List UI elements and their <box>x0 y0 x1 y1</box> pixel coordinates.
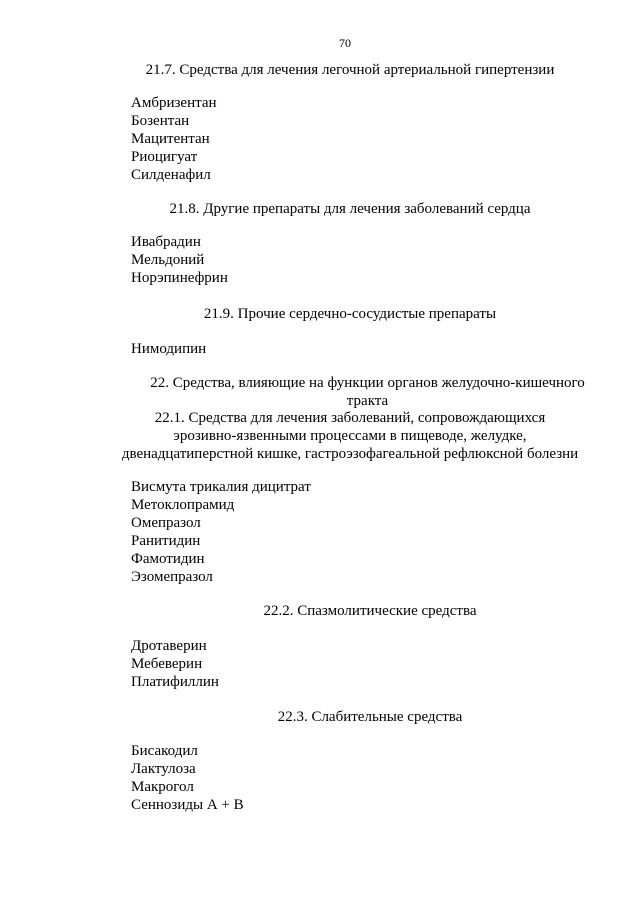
list-item: Эзомепразол <box>131 569 213 585</box>
list-item: Ивабрадин <box>131 234 201 250</box>
list-item: Амбризентан <box>131 95 217 111</box>
section-heading-21-9: 21.9. Прочие сердечно-сосудистые препараты <box>203 306 497 322</box>
drug-list-22-3 <box>131 742 244 814</box>
section-heading-22-3: 22.3. Слабительные средства <box>277 709 463 725</box>
list-item: Сеннозиды А + В <box>131 797 244 813</box>
list-item: Ранитидин <box>131 533 201 549</box>
section-heading-22 <box>0 374 640 410</box>
drug-list-21-9 <box>131 340 206 358</box>
list-item: Силденафил <box>131 167 211 183</box>
list-item: Макрогол <box>131 779 194 795</box>
section-heading-21-8: 21.8. Другие препараты для лечения заболеваний сердца <box>169 201 531 217</box>
heading-line: 22. Средства, влияющие на функции органов желудочно-кишечного <box>150 375 585 391</box>
list-item: Мебеверин <box>131 656 203 672</box>
heading-line: 22.1. Средства для лечения заболеваний, сопровождающихся <box>154 410 546 426</box>
section-heading-22-2: 22.2. Спазмолитические средства <box>263 603 477 619</box>
heading-line: двенадцатиперстной кишке, гастроэзофагеальной рефлюксной болезни <box>121 446 579 462</box>
heading-line: тракта <box>346 393 389 409</box>
drug-list-22-1 <box>131 478 311 586</box>
list-item: Бисакодил <box>131 743 198 759</box>
drug-list-22-2 <box>131 637 219 691</box>
list-item: Лактулоза <box>131 761 196 777</box>
section-heading-22-1 <box>0 409 640 463</box>
list-item: Мельдоний <box>131 252 205 268</box>
list-item: Висмута трикалия дицитрат <box>131 479 311 495</box>
list-item: Риоцигуат <box>131 149 198 165</box>
drug-list-21-7 <box>131 94 217 184</box>
list-item: Фамотидин <box>131 551 205 567</box>
list-item: Норэпинефрин <box>131 270 228 286</box>
drug-list-21-8 <box>131 233 228 287</box>
list-item: Платифиллин <box>131 674 219 690</box>
section-heading-21-7: 21.7. Средства для лечения легочной артериальной гипертензии <box>145 62 555 78</box>
list-item: Дротаверин <box>131 638 207 654</box>
list-item: Мацитентан <box>131 131 210 147</box>
page-number: 70 <box>339 36 351 50</box>
list-item: Нимодипин <box>131 341 207 357</box>
list-item: Омепразол <box>131 515 201 531</box>
list-item: Метоклопрамид <box>131 497 235 513</box>
heading-line: эрозивно-язвенными процессами в пищеводе, желудке, <box>173 428 527 444</box>
list-item: Бозентан <box>131 113 190 129</box>
